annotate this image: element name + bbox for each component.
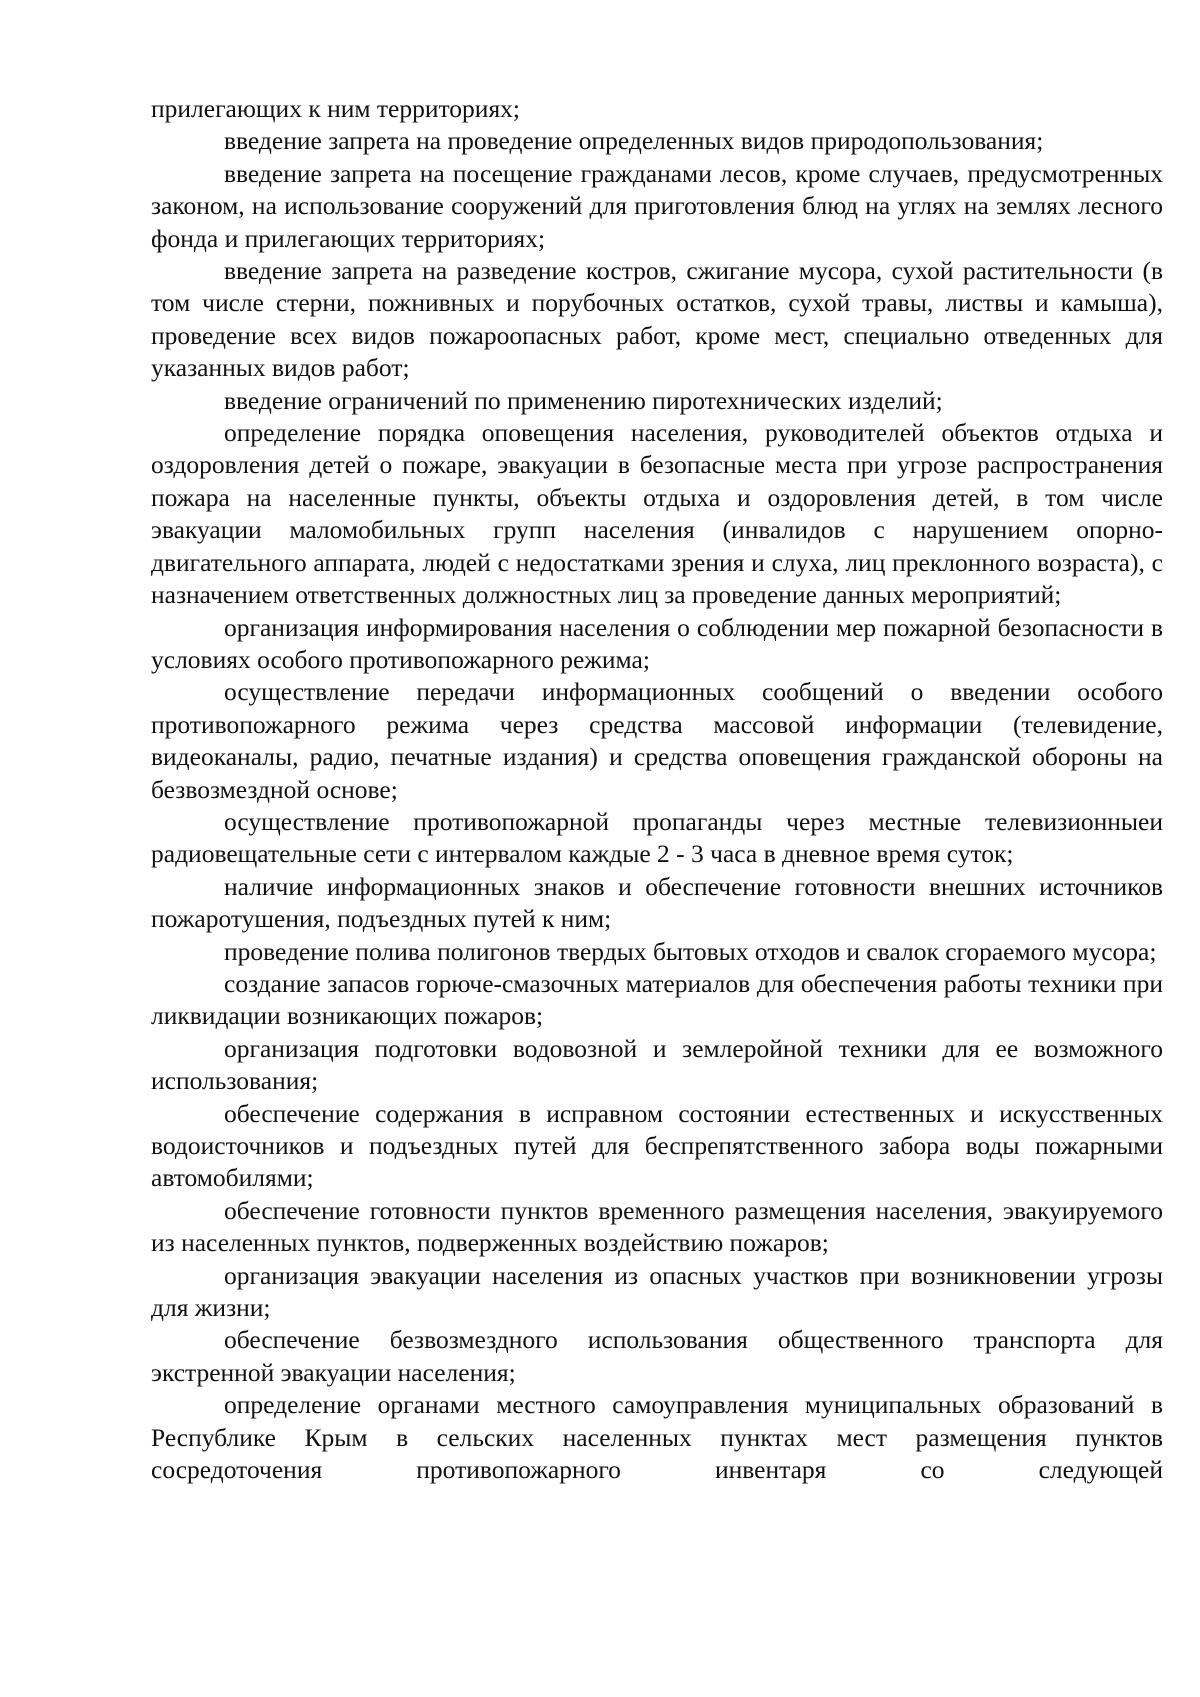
paragraph: осуществление противопожарной пропаганды через местные телевизионныеи радиовещательные сети с интервалом каждые 2 - 3 часа в дневное время суток; xyxy=(151,806,1163,869)
paragraph: наличие информационных знаков и обеспечение готовности внешних источников пожаротушения, подъездных путей к ним; xyxy=(151,871,1163,934)
paragraph: проведение полива полигонов твердых бытовых отходов и свалок сгораемого мусора; xyxy=(224,936,1157,966)
paragraph: организация эвакуации населения из опасных участков при возникновении угрозы для жизни; xyxy=(151,1260,1163,1323)
paragraph: обеспечение содержания в исправном состоянии естественных и искусственных водоисточников и подъездных путей для беспрепятственного забора воды пожарными автомобилями; xyxy=(151,1098,1163,1193)
paragraph: создание запасов горюче-смазочных материалов для обеспечения работы техники при ликвидации возникающих пожаров; xyxy=(151,968,1163,1031)
paragraph: обеспечение безвозмездного использования общественного транспорта для экстренной эвакуации населения; xyxy=(151,1325,1163,1387)
paragraph: введение запрета на разведение костров, сжигание мусора, сухой растительности (в том числе стерни, пожнивных и порубочных остатков, сухой травы, листвы и камыша), проведение всех видов пожароопасных работ, кроме мест, специально отведенных для указанных видов работ; xyxy=(151,256,1163,383)
paragraph: обеспечение готовности пунктов временного размещения населения, эвакуируемого из населенных пунктов, подверженных воздействию пожаров; xyxy=(151,1195,1163,1258)
paragraph: определение порядка оповещения населения, руководителей объектов отдыха и оздоровления детей о пожаре, эвакуации в безопасные места при угрозе распространения пожара на населенные пункты, объекты отдыха и оздоровления детей, в том числе эвакуации маломобильных групп населения (инвалидов с нарушением опорно-двигательного аппарата, людей с недостатками зрения и слуха, лиц преклонного возраста), с назначением ответственных должностных лиц за проведение данных мероприятий; xyxy=(151,418,1163,610)
paragraph: определение органами местного самоуправления муниципальных образований в Республике Крым в сельских населенных пунктах мест размещения пунктов сосредоточения противопожарного инвентаря со следующей xyxy=(151,1390,1163,1485)
paragraph: введение запрета на посещение гражданами лесов, кроме случаев, предусмотренных законом, на использование сооружений для приготовления блюд на углях на землях лесного фонда и прилегающих территориях; xyxy=(151,158,1163,253)
paragraph: введение запрета на проведение определенных видов природопользования; xyxy=(224,126,1044,156)
paragraph: осуществление передачи информационных сообщений о введении особого противопожарного режима через средства массовой информации (телевидение, видеоканалы, радио, печатные издания) и средства оповещения гражданской обороны на безвозмездной основе; xyxy=(151,677,1163,804)
paragraph: введение ограничений по применению пиротехнических изделий; xyxy=(224,385,943,415)
paragraph: организация подготовки водовозной и землеройной техники для ее возможного использования; xyxy=(151,1033,1163,1096)
paragraph: прилегающих к ним территориях; xyxy=(151,94,521,123)
paragraph: организация информирования населения о соблюдении мер пожарной безопасности в условиях особого противопожарного режима; xyxy=(151,612,1163,674)
document-body xyxy=(151,93,1163,1486)
